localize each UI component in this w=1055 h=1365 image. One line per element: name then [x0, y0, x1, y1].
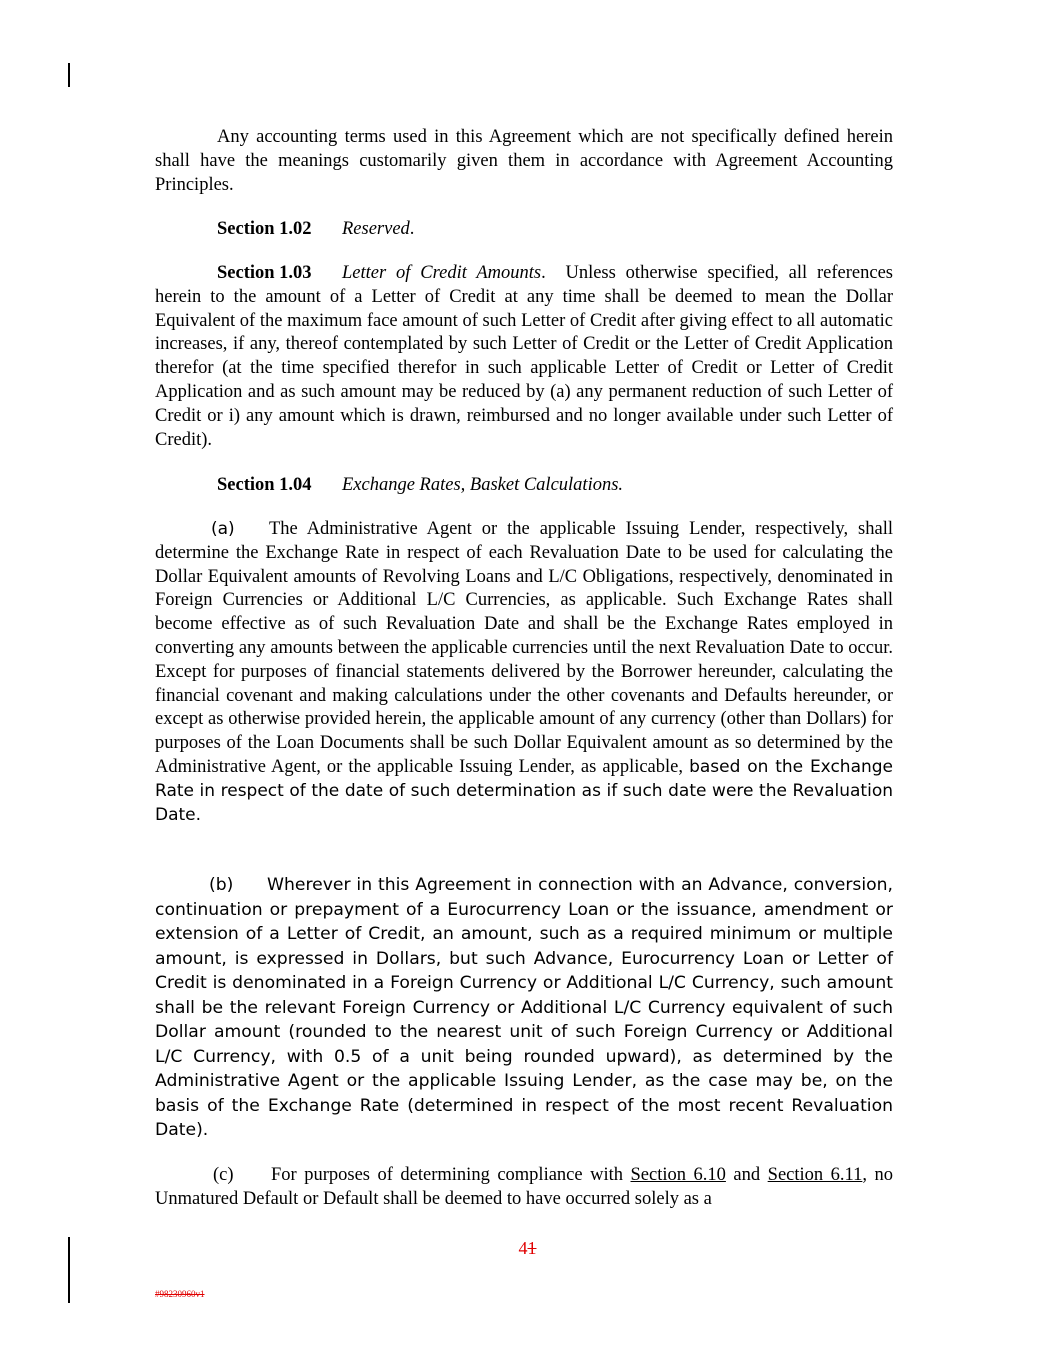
clause-label: (a) [211, 519, 235, 539]
page-number: 41 [518, 1238, 537, 1258]
section-number: Section 1.04 [217, 475, 312, 495]
section-title: Exchange Rates, Basket Calculations. [342, 475, 624, 495]
clause-body-continued: based on the Exchange Rate in respect of the date of such determination as if such date were the Revaluation Date. [155, 756, 894, 825]
clause-b-paragraph [155, 873, 893, 1143]
section-1-02-heading: Section 1.02 Reserved. [217, 219, 415, 239]
intro-paragraph: Any accounting terms used in this Agreement which are not specifically defined herein shall have the meanings customarily given them in accordance with Agreement Accounting Principles. [155, 127, 893, 195]
section-6-11-reference: Section 6.11 [767, 1165, 863, 1185]
clause-c-paragraph: (c) For purposes of determining compliance with Section 6.10 and Section 6.11, no Unmatured Default or Default shall be deemed to have occurred solely as a [155, 1165, 893, 1209]
section-title: Reserved [342, 219, 410, 239]
clause-body: Wherever in this Agreement in connection with an Advance, conversion, continuation or prepayment of a Eurocurrency Loan or the issuance, amendment or extension of a Letter of Credit, an amount, such as a required minimum or multiple amount, is expressed in Dollars, but such Advance, Eurocurrency Loan or Letter of Credit is denominated in a Foreign Currency or Additional L/C Currency, such amount shall be the relevant Foreign Currency or Additional L/C Currency equivalent of such Dollar amount (rounded to the nearest unit of such Foreign Currency or Additional L/C Currency, with 0.5 of a unit being rounded upward), as determined by the Administrative Agent or the applicable Issuing Lender, as the case may be, on the basis of the Exchange Rate (determined in respect of the most recent Revaluation Date). [155, 875, 893, 1140]
section-number: Section 1.03 [217, 263, 312, 283]
section-1-04-heading [217, 473, 623, 497]
section-1-03-paragraph: Section 1.03 Letter of Credit Amounts. Unless otherwise specified, all references herein to the amount of a Letter of Credit at any time shall be deemed to mean the Dollar Equivalent of the maximum face amount of such Letter of Credit after giving effect to all automatic increases, if any, thereof contemplated by such Letter of Credit or the Letter of Credit Application therefor (at the time specified therefor in such applicable Letter of Credit or Letter of Credit Application and as such amount may be reduced by (a) any permanent reduction of such Letter of Credit or i) any amount which is drawn, reimbursed and no longer available under such Letter of Credit). [155, 263, 894, 450]
section-number: Section 1.02 [217, 219, 312, 239]
section-title: Letter of Credit Amounts [342, 263, 542, 283]
clause-a-paragraph [155, 518, 893, 827]
section-6-10-reference: Section 6.10 [630, 1165, 726, 1185]
clause-label: (c) [213, 1165, 234, 1185]
document-id: #98230960v1 [155, 1289, 205, 1299]
section-body: Unless otherwise specified, all references herein to the amount of a Letter of Credit at any time shall be deemed to mean the Dollar Equivalent of the maximum face amount of such Letter of Credit after giving effect to all automatic increases, if any, thereof contemplated by such Letter of Credit or the Letter of Credit Application therefor (at the time specified therefor in such applicable Letter of Credit or Letter of Credit Application and as such amount may be reduced by (a) any permanent reduction of such Letter of Credit or i) any amount which is drawn, reimbursed and no longer available under such Letter of Credit). [155, 263, 894, 450]
clause-body: The Administrative Agent or the applicable Issuing Lender, respectively, shall determine the Exchange Rate in respect of each Revaluation Date to be used for calculating the Dollar Equivalent amounts of Revolving Loans and L/C Obligations, respectively, denominated in Foreign Currencies or Additional L/C Currencies, as applicable. Such Exchange Rates shall become effective as of such Revaluation Date and shall be the Exchange Rates employed in converting any amounts between the applicable currencies until the next Revaluation Date to occur. Except for purposes of financial statements delivered by the Borrower hereunder, calculating the financial covenant and making calculations under the other covenants and Defaults hereunder, or except as otherwise provided herein, the applicable amount of any currency (other than Dollars) for purposes of the Loan Documents shall be such Dollar Equivalent amount as so determined by the Administrative Agent, or the applicable Issuing Lender, as applicable, [155, 519, 893, 777]
clause-label: (b) [209, 875, 234, 895]
change-bar-top [68, 63, 70, 87]
